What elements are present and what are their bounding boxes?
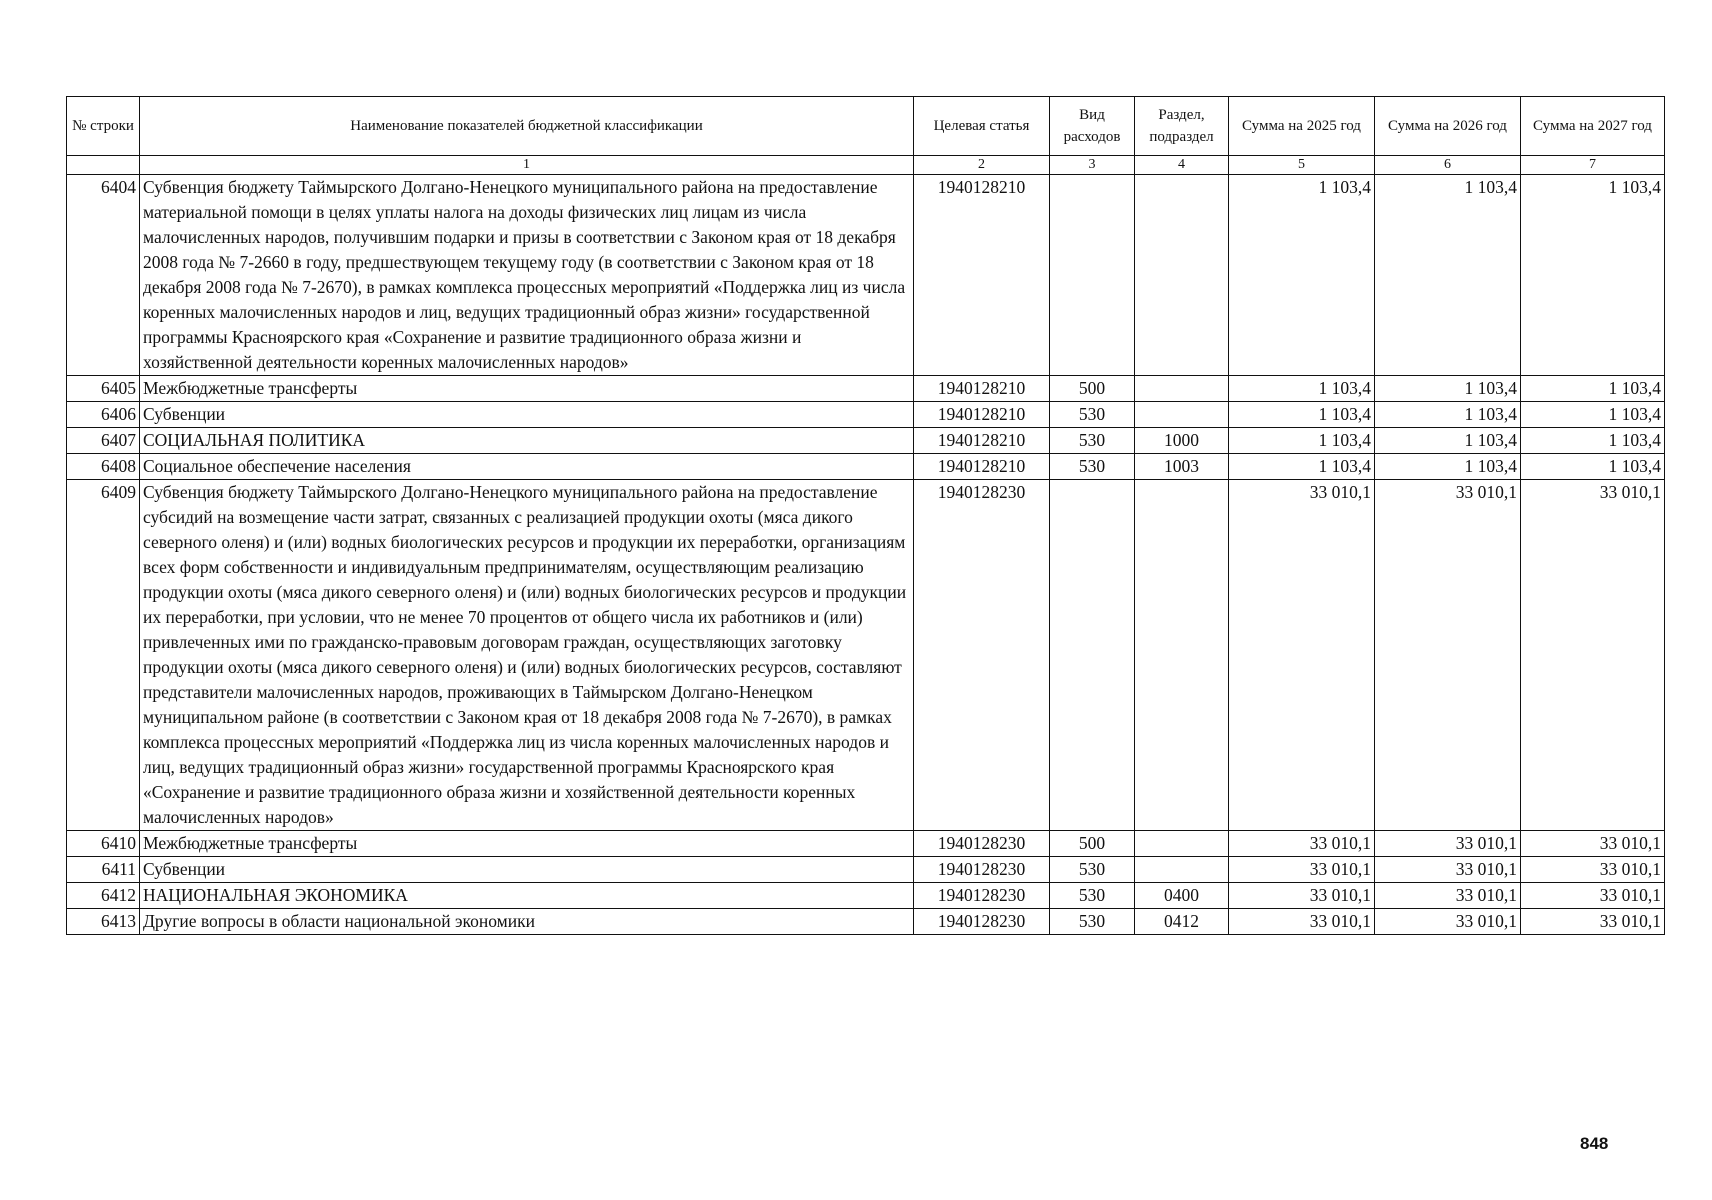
row-number: 6405 [67, 376, 140, 402]
row-expense-type: 530 [1050, 402, 1135, 428]
column-number: 4 [1135, 156, 1229, 175]
row-number: 6413 [67, 909, 140, 935]
row-sum-2025: 33 010,1 [1229, 857, 1375, 883]
row-section: 0400 [1135, 883, 1229, 909]
row-number: 6408 [67, 454, 140, 480]
row-sum-2025: 1 103,4 [1229, 454, 1375, 480]
row-name: Межбюджетные трансферты [140, 376, 914, 402]
table-row [67, 883, 1665, 909]
header-name: Наименование показателей бюджетной классификации [140, 97, 914, 156]
table-row [67, 376, 1665, 402]
row-number: 6407 [67, 428, 140, 454]
row-expense-type [1050, 175, 1135, 376]
column-number-row [67, 156, 1665, 175]
row-sum-2025: 1 103,4 [1229, 402, 1375, 428]
row-sum-2025: 33 010,1 [1229, 831, 1375, 857]
row-section: 1000 [1135, 428, 1229, 454]
row-target-article: 1940128210 [914, 376, 1050, 402]
row-sum-2027: 33 010,1 [1521, 480, 1665, 831]
row-sum-2027: 33 010,1 [1521, 909, 1665, 935]
row-number: 6411 [67, 857, 140, 883]
column-number: 7 [1521, 156, 1665, 175]
row-expense-type: 530 [1050, 454, 1135, 480]
row-sum-2026: 1 103,4 [1375, 376, 1521, 402]
row-sum-2027: 33 010,1 [1521, 831, 1665, 857]
table-row [67, 175, 1665, 376]
row-name: СОЦИАЛЬНАЯ ПОЛИТИКА [140, 428, 914, 454]
table-row [67, 857, 1665, 883]
row-name: Субвенции [140, 402, 914, 428]
row-name: Другие вопросы в области национальной экономики [140, 909, 914, 935]
row-section [1135, 480, 1229, 831]
row-name: Субвенции [140, 857, 914, 883]
row-sum-2025: 1 103,4 [1229, 175, 1375, 376]
row-number: 6410 [67, 831, 140, 857]
table-row [67, 428, 1665, 454]
row-section [1135, 376, 1229, 402]
row-sum-2026: 33 010,1 [1375, 909, 1521, 935]
row-sum-2026: 1 103,4 [1375, 402, 1521, 428]
row-sum-2025: 1 103,4 [1229, 376, 1375, 402]
row-sum-2026: 33 010,1 [1375, 883, 1521, 909]
row-expense-type: 530 [1050, 909, 1135, 935]
row-sum-2026: 33 010,1 [1375, 480, 1521, 831]
row-name: Социальное обеспечение населения [140, 454, 914, 480]
row-number: 6404 [67, 175, 140, 376]
row-number: 6409 [67, 480, 140, 831]
row-expense-type: 500 [1050, 831, 1135, 857]
row-sum-2027: 1 103,4 [1521, 376, 1665, 402]
table-row [67, 909, 1665, 935]
row-target-article: 1940128210 [914, 454, 1050, 480]
row-section: 1003 [1135, 454, 1229, 480]
row-target-article: 1940128210 [914, 402, 1050, 428]
column-number: 1 [140, 156, 914, 175]
page-number: 848 [1580, 1134, 1609, 1153]
row-target-article: 1940128230 [914, 883, 1050, 909]
row-sum-2027: 33 010,1 [1521, 883, 1665, 909]
row-section [1135, 175, 1229, 376]
row-target-article: 1940128230 [914, 831, 1050, 857]
header-sum-2025: Сумма на 2025 год [1229, 97, 1375, 156]
column-number: 2 [914, 156, 1050, 175]
row-sum-2026: 1 103,4 [1375, 175, 1521, 376]
column-number: 5 [1229, 156, 1375, 175]
row-expense-type: 500 [1050, 376, 1135, 402]
table-row [67, 454, 1665, 480]
row-number: 6412 [67, 883, 140, 909]
row-sum-2027: 1 103,4 [1521, 175, 1665, 376]
row-sum-2026: 1 103,4 [1375, 454, 1521, 480]
row-sum-2027: 1 103,4 [1521, 428, 1665, 454]
row-target-article: 1940128210 [914, 175, 1050, 376]
row-sum-2027: 1 103,4 [1521, 454, 1665, 480]
row-expense-type [1050, 480, 1135, 831]
row-target-article: 1940128230 [914, 909, 1050, 935]
row-section [1135, 402, 1229, 428]
row-name: Субвенция бюджету Таймырского Долгано-Ненецкого муниципального района на предоставление материальной помощи в целях уплаты налога на доходы физических лиц лицам из числа малочисленных народов, получившим подарки и призы в соответствии с Законом края от 18 декабря 2008 года № 7-2660 в году, предшествующем текущему году (в соответствии с Законом края от 18 декабря 2008 года № 7-2670), в рамках комплекса процессных мероприятий «Поддержка лиц из числа коренных малочисленных народов и лиц, ведущих традиционный образ жизни» государственной программы Красноярского края «Сохранение и развитие традиционного образа жизни и хозяйственной деятельности коренных малочисленных народов» [140, 175, 914, 376]
header-row [67, 97, 1665, 156]
table-row [67, 402, 1665, 428]
column-number: 6 [1375, 156, 1521, 175]
column-number [67, 156, 140, 175]
row-section: 0412 [1135, 909, 1229, 935]
row-target-article: 1940128230 [914, 857, 1050, 883]
column-number: 3 [1050, 156, 1135, 175]
budget-table [66, 96, 1665, 935]
table-row [67, 831, 1665, 857]
row-name: Межбюджетные трансферты [140, 831, 914, 857]
row-sum-2025: 1 103,4 [1229, 428, 1375, 454]
header-sum-2027: Сумма на 2027 год [1521, 97, 1665, 156]
row-expense-type: 530 [1050, 883, 1135, 909]
row-sum-2026: 33 010,1 [1375, 857, 1521, 883]
row-sum-2027: 33 010,1 [1521, 857, 1665, 883]
header-section: Раздел, подраздел [1135, 97, 1229, 156]
row-name: Субвенция бюджету Таймырского Долгано-Ненецкого муниципального района на предоставление субсидий на возмещение части затрат, связанных с реализацией продукции охоты (мяса дикого северного оленя) и (или) водных биологических ресурсов и продукции их переработки, организациям всех форм собственности и индивидуальным предпринимателям, осуществляющим реализацию продукции охоты (мяса дикого северного оленя) и (или) водных биологических ресурсов и продукции их переработки, при условии, что не менее 70 процентов от общего числа их работников и (или) привлеченных ими по гражданско-правовым договорам граждан, осуществляющих заготовку продукции охоты (мяса дикого северного оленя) и (или) водных биологических ресурсов, составляют представители малочисленных народов, проживающих в Таймырском Долгано-Ненецком муниципальном районе (в соответствии с Законом края от 18 декабря 2008 года № 7-2670), в рамках комплекса процессных мероприятий «Поддержка лиц из числа коренных малочисленных народов и лиц, ведущих традиционный образ жизни» государственной программы Красноярского края «Сохранение и развитие традиционного образа жизни и хозяйственной деятельности коренных малочисленных народов» [140, 480, 914, 831]
header-sum-2026: Сумма на 2026 год [1375, 97, 1521, 156]
row-sum-2025: 33 010,1 [1229, 480, 1375, 831]
row-section [1135, 857, 1229, 883]
row-name: НАЦИОНАЛЬНАЯ ЭКОНОМИКА [140, 883, 914, 909]
row-sum-2025: 33 010,1 [1229, 883, 1375, 909]
row-sum-2027: 1 103,4 [1521, 402, 1665, 428]
row-expense-type: 530 [1050, 428, 1135, 454]
row-sum-2026: 33 010,1 [1375, 831, 1521, 857]
row-target-article: 1940128210 [914, 428, 1050, 454]
header-expense-type: Вид расходов [1050, 97, 1135, 156]
table-row [67, 480, 1665, 831]
row-sum-2025: 33 010,1 [1229, 909, 1375, 935]
row-sum-2026: 1 103,4 [1375, 428, 1521, 454]
row-section [1135, 831, 1229, 857]
row-number: 6406 [67, 402, 140, 428]
row-target-article: 1940128230 [914, 480, 1050, 831]
row-expense-type: 530 [1050, 857, 1135, 883]
header-target-article: Целевая статья [914, 97, 1050, 156]
header-row-no: № строки [67, 97, 140, 156]
